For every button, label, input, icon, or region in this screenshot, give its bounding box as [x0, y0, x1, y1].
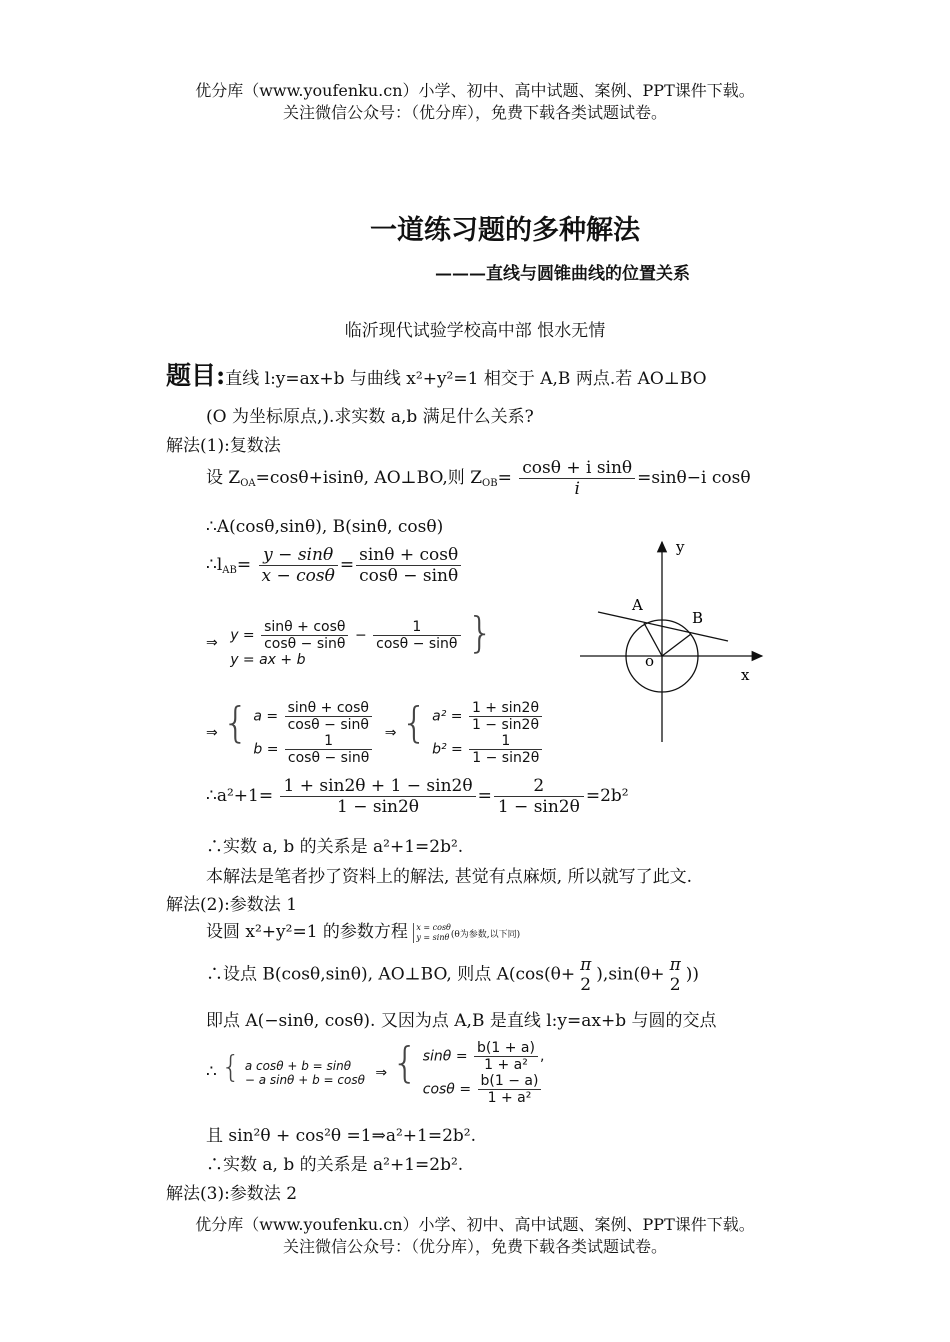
label-x: x: [741, 666, 750, 684]
method1-calc: ∴a²+1= $\frac{1 + \sin 2\theta + 1 - \sin 2\theta}{1 - \sin 2\theta}$ = $\frac{2}{1 - \sin 2\theta}$ =2b²: [206, 776, 629, 817]
method2-pointB: ∴设点 B(cosθ,sinθ), AO⊥BO, 则点 A(cos(θ+ π 2 ),sin(θ+ π 2 )): [206, 955, 700, 995]
author-line: 临沂现代试验学校高中部 恨水无情: [344, 321, 606, 341]
page-subtitle: ———直线与圆锥曲线的位置关系: [435, 264, 690, 284]
method1-points: ∴A(cosθ,sinθ), B(sinθ, cosθ): [206, 517, 444, 537]
label-b: B: [692, 609, 704, 627]
page-title: 一道练习题的多种解法: [370, 215, 640, 246]
label-a: A: [632, 596, 643, 614]
method2-pointA: 即点 A(−sinθ, cosθ). 又因为点 A,B 是直线 l:y=ax+b 与圆的交点: [206, 1011, 717, 1031]
method2-system: ∴ { a cosθ + b = sinθ − a sinθ + b = cosθ ⇒ { sinθ = $\frac{b(1 + a)}{\text{1 + a²}}$ , cosθ = $\frac{b(1 - a)}{\text{1 + a²}}$: [206, 1038, 545, 1106]
method2-conclusion: ∴实数 a, b 的关系是 a²+1=2b².: [206, 1155, 464, 1175]
problem-label: 题目:: [166, 361, 226, 390]
method1-system-1: ⇒ y = $\frac{\sin\theta + \cos\theta}{\cos\theta - \sin\theta}$ − $\frac{1}{\cos\theta - \sin\theta}$ y = ax + b }: [206, 608, 494, 668]
label-o: o: [645, 652, 655, 670]
line-l: [598, 612, 728, 641]
method1-conclusion: ∴实数 a, b 的关系是 a²+1=2b².: [206, 837, 464, 857]
problem-line-2: (O 为坐标原点,).求实数 a,b 满足什么关系?: [206, 407, 534, 427]
header-line-2: 关注微信公众号：（优分库），免费下载各类试题试卷。: [282, 103, 667, 122]
method1-remark: 本解法是笔者抄了资料上的解法, 甚觉有点麻烦, 所以就写了此文.: [206, 867, 693, 887]
circle-figure: [570, 530, 770, 750]
footer-line-1: 优分库（www.youfenku.cn）小学、初中、高中试题、案例、PPT课件下载。: [195, 1215, 755, 1234]
method1-set-line: 设 $Z_{OA}=\cos\theta+isin\theta$, AO⊥BO,则 $Z_{OB}=$ $\frac{\text{cosθ + i sinθ}}{i}$ =sinθ−i cosθ: [206, 458, 751, 499]
slope-fraction-2: $\frac{\sin\theta + \cos\theta}{\cos\theta - \sin\theta}$: [356, 545, 461, 586]
problem-line-1: [166, 356, 707, 392]
method2-heading: 解法(2):参数法 1: [166, 895, 298, 915]
method1-slope: $\therefore l_{AB}=$ $\frac{y - \sin\theta}{x - \cos\theta}$ = $\frac{\sin\theta + \cos\theta}{\cos\theta - \sin\theta}$: [206, 545, 463, 586]
problem-text-1: 直线 l:y=ax+b 与曲线 x²+y²=1 相交于 A,B 两点.若 AO⊥BO: [225, 369, 707, 389]
z-ob-fraction: $\frac{\text{cosθ + i sinθ}}{i}$: [519, 458, 635, 499]
slope-fraction-1: $\frac{y - \sin\theta}{x - \cos\theta}$: [259, 545, 338, 586]
method1-heading: 解法(1):复数法: [166, 436, 281, 456]
method2-identity: 且 sin²θ + cos²θ =1⇒a²+1=2b².: [206, 1126, 477, 1146]
segment-ob: [662, 634, 691, 656]
method3-heading: 解法(3):参数法 2: [166, 1184, 298, 1204]
header-line-1: 优分库（www.youfenku.cn）小学、初中、高中试题、案例、PPT课件下载。: [195, 81, 755, 100]
method1-system-2: ⇒ { a = $\frac{\sin\theta + \cos\theta}{\cos\theta - \sin\theta}$ b = $\frac{1}{\cos\theta - \sin\theta}$ ⇒ { a² = $\frac{1 + \sin 2\theta}{1 - \sin 2\theta}$ b² = $\frac{1}{1 - \sin 2\theta}$: [206, 700, 544, 766]
footer-line-2: 关注微信公众号：（优分库），免费下载各类试题试卷。: [282, 1237, 667, 1256]
label-y: y: [676, 538, 685, 556]
method2-param: 设圆 x²+y²=1 的参数方程 x = cosθ y = sinθ (θ为参数,以下同): [206, 922, 521, 942]
